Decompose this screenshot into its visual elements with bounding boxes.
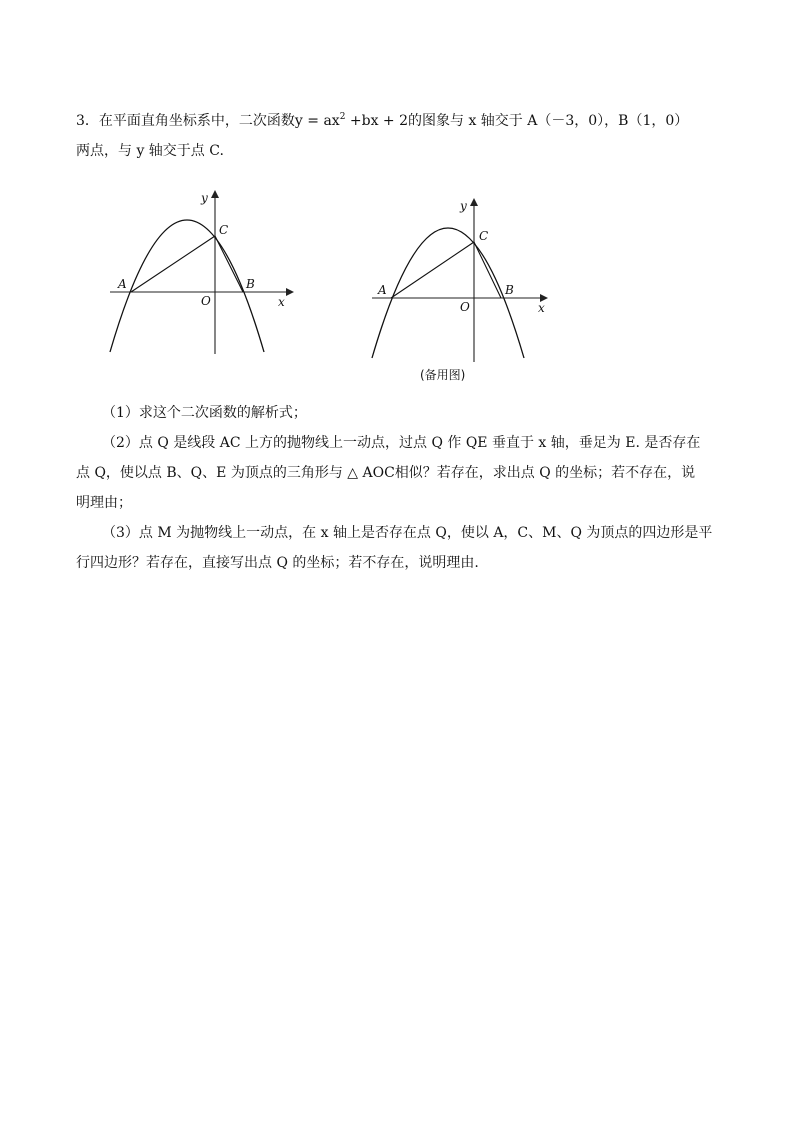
problem-intro-line-2: 两点，与 y 轴交于点 C. <box>76 143 224 159</box>
segment-ac <box>131 236 215 292</box>
question-1: （1）求这个二次函数的解析式； <box>102 405 307 421</box>
label-y: y <box>201 191 208 205</box>
segment-cb <box>215 236 243 292</box>
question-2-line-3: 明理由； <box>76 495 132 511</box>
question-2-line-2: 点 Q，使以点 B、Q、E 为顶点的三角形与 △ AOC相似？若存在，求出点 Q 的坐标；若不存在，说 <box>76 465 696 481</box>
label-y: y <box>460 199 467 213</box>
figure-backup <box>362 196 562 366</box>
label-o: O <box>460 300 470 314</box>
question-3-line-2: 行四边形？若存在，直接写出点 Q 的坐标；若不存在，说明理由. <box>76 555 479 571</box>
x-axis-arrow <box>286 288 294 296</box>
label-o: O <box>201 294 211 308</box>
label-a: A <box>118 277 127 291</box>
figure-backup-caption: (备用图) <box>420 368 466 382</box>
y-axis-arrow <box>211 190 219 198</box>
label-x: x <box>538 301 545 315</box>
problem-intro <box>76 106 756 166</box>
parabola <box>110 220 264 352</box>
label-b: B <box>246 277 255 291</box>
question-3-line-1: （3）点 M 为抛物线上一动点，在 x 轴上是否存在点 Q，使以 A，C、M、Q 为顶点的四边形是平 <box>102 525 713 541</box>
figure-main <box>100 188 300 358</box>
figure-backup-graph <box>362 196 562 366</box>
question-2-line-1: （2）点 Q 是线段 AC 上方的抛物线上一动点，过点 Q 作 QE 垂直于 x 轴，垂足为 E. 是否存在 <box>102 435 701 451</box>
label-x: x <box>278 295 285 309</box>
segment-ac <box>391 242 474 298</box>
problem-intro-line-1: 3．在平面直角坐标系中，二次函数$y = ax^2 +bx + 2$的图象与 x 轴交于 A（－3，0），B（1，0） <box>76 112 689 129</box>
problem-questions <box>76 398 756 578</box>
segment-cb <box>474 242 501 298</box>
label-b: B <box>505 283 514 297</box>
y-axis-arrow <box>470 198 478 206</box>
parabola <box>372 228 524 358</box>
label-c: C <box>219 223 229 237</box>
label-c: C <box>479 229 489 243</box>
figure-main-graph <box>100 188 300 358</box>
label-a: A <box>378 283 387 297</box>
exponent: 2 <box>339 112 346 122</box>
